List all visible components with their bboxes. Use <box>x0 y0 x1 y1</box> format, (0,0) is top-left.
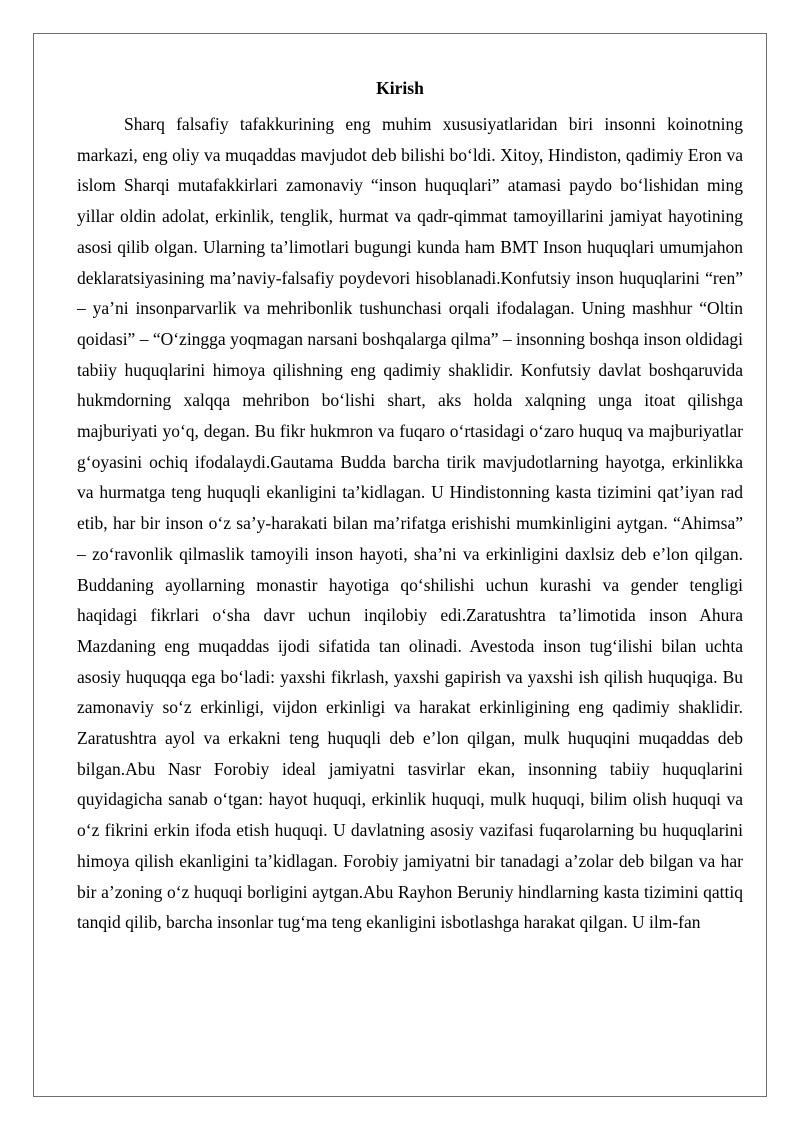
document-page <box>33 33 767 1097</box>
body-paragraph: Sharq falsafiy tafakkurining eng muhim xususiyatlaridan biri insonni koinotning markazi, eng oliy va muqaddas mavjudot deb bilishi boʻldi. Xitoy, Hindiston, qadimiy Eron va islom Sharqi mutafakkirlari zamonaviy “inson huquqlari” atamasi paydo boʻlishidan ming yillar oldin adolat, erkinlik, tenglik, hurmat va qadr-qimmat tamoyillarini jamiyat hayotining asosi qilib olgan. Ularning taʼlimotlari bugungi kunda ham BMT Inson huquqlari umumjahon deklaratsiyasining maʼnaviy-falsafiy poydevori hisoblanadi.Konfutsiy inson huquqlarini “ren” – yaʼni insonparvarlik va mehribonlik tushunchasi orqali ifodalagan. Uning mashhur “Oltin qoidasi” – “Oʻzingga yoqmagan narsani boshqalarga qilma” – insonning boshqa inson oldidagi tabiiy huquqlarini himoya qilishning eng qadimiy shaklidir. Konfutsiy davlat boshqaruvida hukmdorning xalqqa mehribon boʻlishi shart, aks holda xalqning unga itoat qilishga majburiyati yoʻq, degan. Bu fikr hukmron va fuqaro oʻrtasidagi oʻzaro huquq va majburiyatlar gʻoyasini ochiq ifodalaydi.Gautama Budda barcha tirik mavjudotlarning hayotga, erkinlikka va hurmatga teng huquqli ekanligini taʼkidlagan. U Hindistonning kasta tizimini qatʼiyan rad etib, har bir inson oʻz saʼy-harakati bilan maʼrifatga erishishi mumkinligini aytgan. “Ahimsa” – zoʻravonlik qilmaslik tamoyili inson hayoti, shaʼni va erkinligini daxlsiz deb eʼlon qilgan. Buddaning ayollarning monastir hayotiga qoʻshilishi uchun kurashi va gender tengligi haqidagi fikrlari oʻsha davr uchun inqilobiy edi.Zaratushtra taʼlimotida inson Ahura Mazdaning eng muqaddas ijodi sifatida tan olinadi. Avestoda inson tugʻilishi bilan uchta asosiy huquqqa ega boʻladi: yaxshi fikrlash, yaxshi gapirish va yaxshi ish qilish huquqiga. Bu zamonaviy soʻz erkinligi, vijdon erkinligi va harakat erkinligining eng qadimiy shaklidir. Zaratushtra ayol va erkakni teng huquqli deb eʼlon qilgan, mulk huquqini muqaddas deb bilgan.Abu Nasr Forobiy ideal jamiyatni tasvirlar ekan, insonning tabiiy huquqlarini quyidagicha sanab oʻtgan: hayot huquqi, erkinlik huquqi, mulk huquqi, bilim olish huquqi va oʻz fikrini erkin ifoda etish huquqi. U davlatning asosiy vazifasi fuqarolarning bu huquqlarini himoya qilish ekanligini taʼkidlagan. Forobiy jamiyatni bir tanadagi aʼzolar deb bilgan va har bir aʼzoning oʻz huquqi borligini aytgan.Abu Rayhon Beruniy hindlarning kasta tizimini qattiq tanqid qilib, barcha insonlar tugʻma teng ekanligini isbotlashga harakat qilgan. U ilm-fan <box>77 114 743 933</box>
document-title: Kirish <box>376 78 424 98</box>
